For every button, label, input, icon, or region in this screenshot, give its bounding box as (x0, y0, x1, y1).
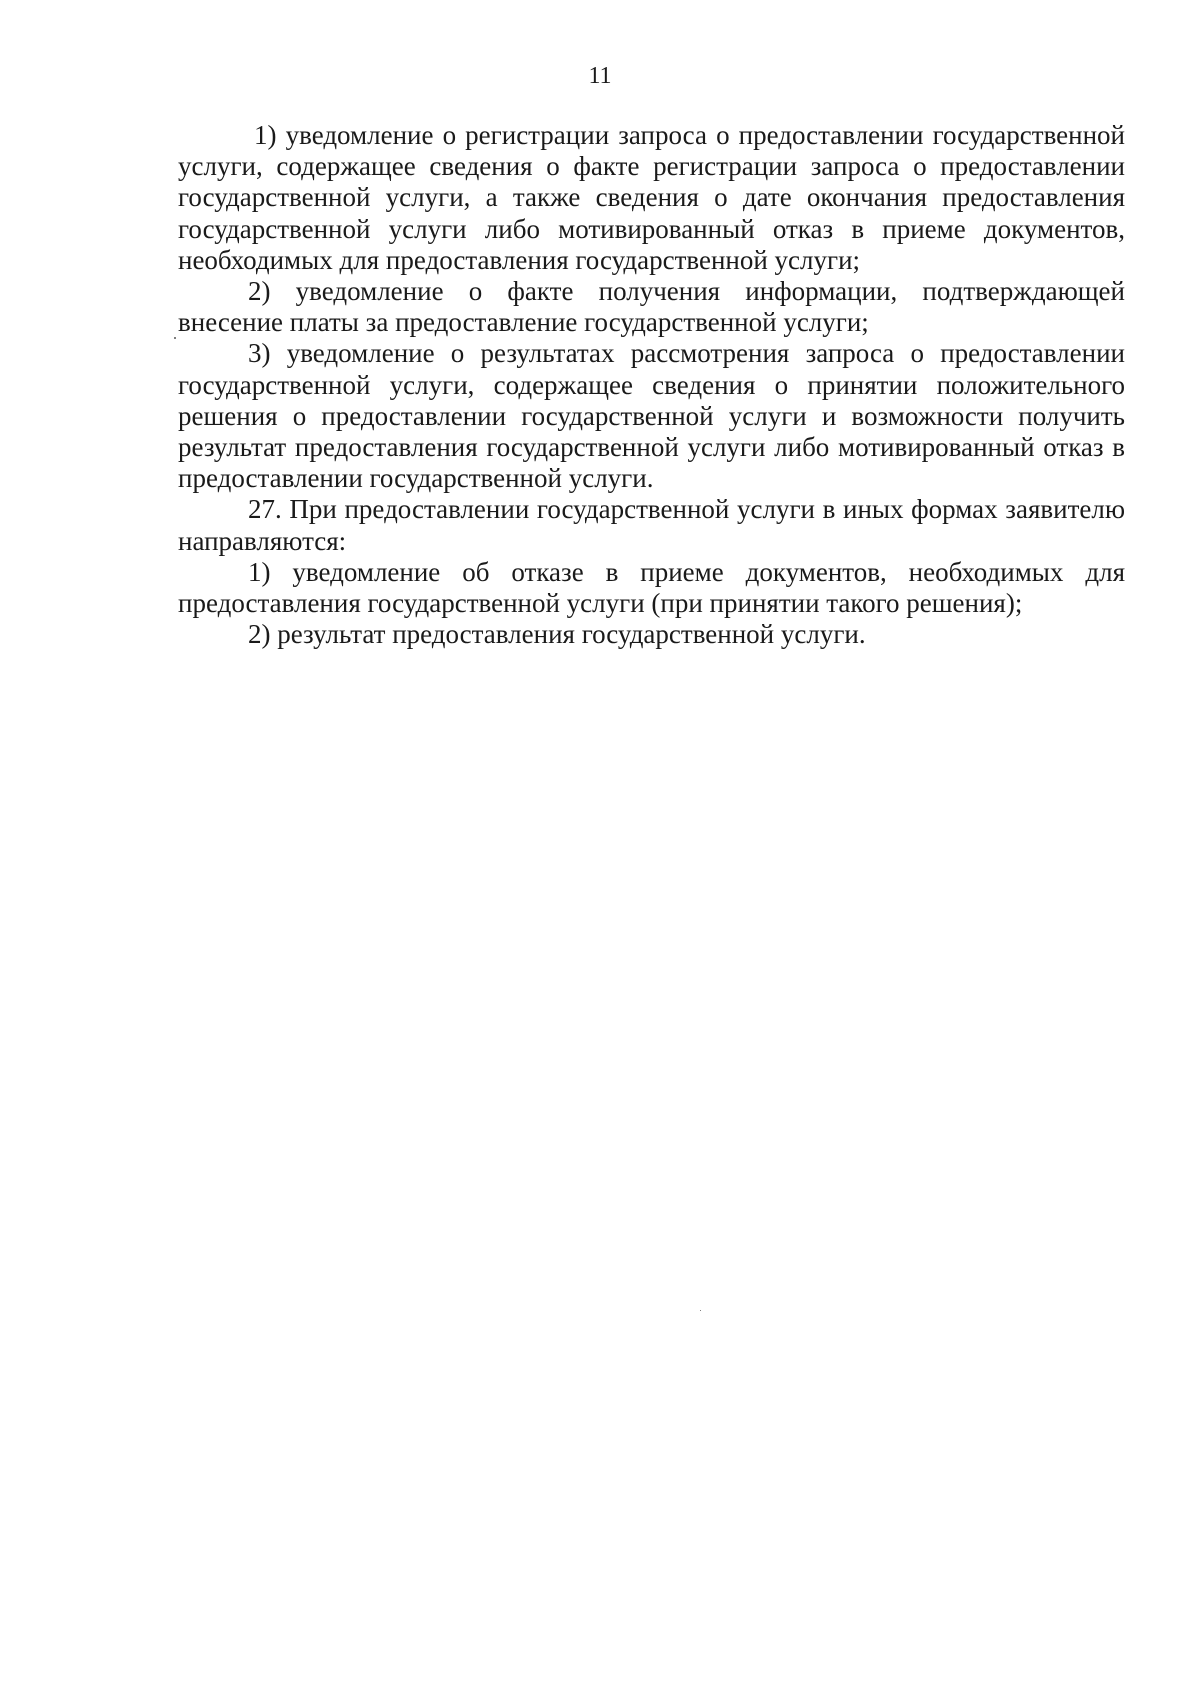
scan-speck (174, 337, 176, 339)
paragraph-notification-registration: 1) уведомление о регистрации запроса о предоставлении государственной услуги, содержащее сведения о факте регистрации запроса о предоставлении государственной услуги, а также сведения о дате окончания предоставления государственной услуги либо мотивированный отказ в приеме документов, необходимых для предоставления государственной услуги; (178, 120, 1125, 275)
page-number: 11 (588, 63, 612, 89)
scan-speck (700, 1310, 701, 1311)
paragraph-notification-results: 3) уведомление о результатах рассмотрения запроса о предоставлении государственной услуги, содержащее сведения о принятии положительного решения о предоставлении государственной услуги и возможности получить результат предоставления государственной услуги либо мотивированный отказ в предоставлении государственной услуги. (178, 338, 1125, 494)
paragraph-service-result: 2) результат предоставления государственной услуги. (248, 619, 866, 650)
paragraph-item-27: 27. При предоставлении государственной услуги в иных формах заявителю направляются: (178, 494, 1125, 556)
paragraph-notification-refusal: 1) уведомление об отказе в приеме документов, необходимых для предоставления государственной услуги (при принятии такого решения); (178, 556, 1125, 619)
document-body (178, 120, 1125, 650)
paragraph-notification-payment: 2) уведомление о факте получения информации, подтверждающей внесение платы за предоставление государственной услуги; (178, 276, 1125, 338)
